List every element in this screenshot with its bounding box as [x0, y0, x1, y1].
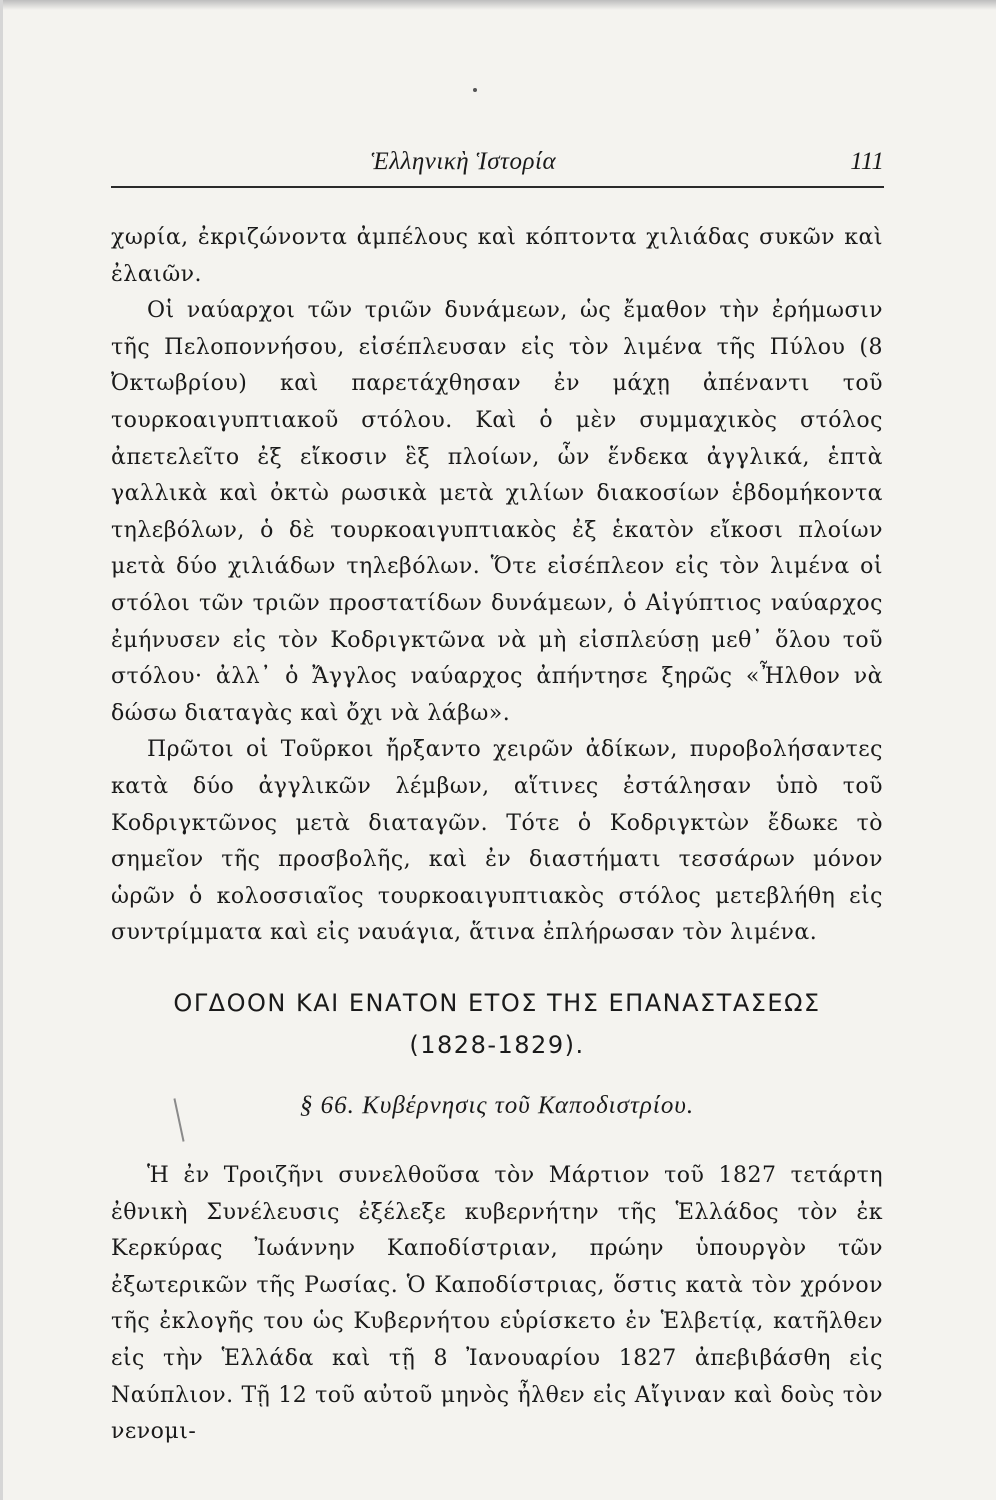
body-text-bottom [111, 1158, 883, 1451]
paragraph: Πρῶτοι οἱ Τοῦρκοι ἤρξαντο χειρῶν ἀδίκων, πυροβολήσαντες κατὰ δύο ἀγγλικῶν λέμβων, αἵτινες ἐστάλησαν ὑπὸ τοῦ Κοδριγκτῶνος μετὰ διαταγῶν. Τότε ὁ Κοδριγκτὼν ἔδωκε τὸ σημεῖον τῆς προσβολῆς, καὶ ἐν διαστήματι τεσσάρων μόνον ὡρῶν ὁ κολοσσιαῖος τουρκοαιγυπτιακὸς στόλος μετεβλήθη εἰς συντρίμματα καὶ εἰς ναυάγια, ἅτινα ἐπλήρωσαν τὸν λιμένα. [111, 737, 883, 946]
paragraph: Ἡ ἐν Τροιζῆνι συνελθοῦσα τὸν Μάρτιον τοῦ 1827 τετάρτη ἐθνικὴ Συνέλευσις ἐξέλεξε κυβερνήτην τῆς Ἑλλάδος τὸν ἐκ Κερκύρας Ἰωάννην Καποδίστριαν, πρώην ὑπουργὸν τῶν ἐξωτερικῶν τῆς Ρωσίας. Ὁ Καποδίστριας, ὅστις κατὰ τὸν χρόνον τῆς ἐκλογῆς του ὡς Κυβερνήτου εὑρίσκετο ἐν Ἑλβετίᾳ, κατῆλθεν εἰς τὴν Ἑλλάδα καὶ τῇ 8 Ἰανουαρίου 1827 ἀπεβιβάσθη εἰς Ναύπλιον. Τῇ 12 τοῦ αὐτοῦ μηνὸς ἦλθεν εἰς Αἴγιναν καὶ δοὺς τὸν νενομι- [111, 1163, 883, 1445]
body-text-top [111, 220, 883, 952]
page-edge-shadow [3, 0, 996, 10]
header-rule [111, 186, 884, 188]
section-subheading: § 66. Κυβέρνησις τοῦ Καποδιστρίου. [299, 1092, 695, 1119]
section-years: (1828-1829). [409, 1031, 585, 1059]
running-head [111, 148, 884, 188]
page-number: 111 [850, 148, 884, 175]
paragraph: χωρία, ἐκριζώνοντα ἀμπέλους καὶ κόπτοντα χιλιάδας συκῶν καὶ ἐλαιῶν. [111, 225, 883, 287]
paragraph: Οἱ ναύαρχοι τῶν τριῶν δυνάμεων, ὡς ἔμαθον τὴν ἐρήμωσιν τῆς Πελοποννήσου, εἰσέπλευσαν εἰς τὸν λιμένα τῆς Πύλου (8 Ὀκτωβρίου) καὶ παρετάχθησαν ἐν μάχῃ ἀπέναντι τοῦ τουρκοαιγυπτιακοῦ στόλου. Καὶ ὁ μὲν συμμαχικὸς στόλος ἀπετελεῖτο ἐξ εἴκοσιν ἓξ πλοίων, ὧν ἕνδεκα ἀγγλικά, ἑπτὰ γαλλικὰ καὶ ὀκτὼ ρωσικὰ μετὰ χιλίων διακοσίων ἑβδομήκοντα τηλεβόλων, ὁ δὲ τουρκοαιγυπτιακὸς ἐξ ἑκατὸν εἴκοσι πλοίων μετὰ δύο χιλιάδων τηλεβόλων. Ὅτε εἰσέπλεον εἰς τὸν λιμένα οἱ στόλοι τῶν τριῶν προστατίδων δυνάμεων, ὁ Αἰγύπτιος ναύαρχος ἐμήνυσεν εἰς τὸν Κοδριγκτῶνα νὰ μὴ εἰσπλεύσῃ μεθ᾽ ὅλου τοῦ στόλου· ἀλλ᾽ ὁ Ἄγγλος ναύαρχος ἀπήντησε ξηρῶς «Ἦλθον νὰ δώσω διαταγὰς καὶ ὄχι νὰ λάβω». [111, 298, 883, 726]
section-title: ΟΓΔΟΟΝ ΚΑΙ ΕΝΑΤΟΝ ΕΤΟΣ ΤΗΣ ΕΠΑΝΑΣΤΑΣΕΩΣ [173, 989, 821, 1017]
section-heading [111, 982, 883, 1066]
running-title: Ἑλληνικὴ Ἱστορία [371, 148, 557, 175]
ink-speck [473, 88, 477, 92]
